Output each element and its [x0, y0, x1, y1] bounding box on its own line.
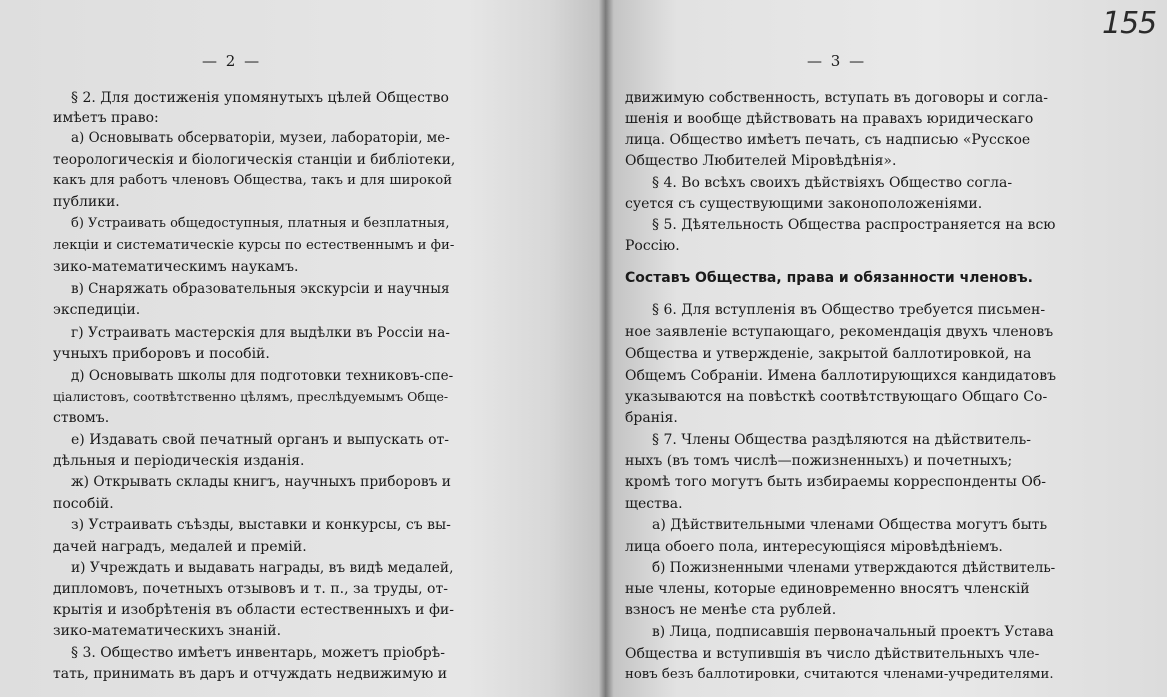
text-line: щества. — [625, 496, 683, 512]
page-number-right: — 3 — — [807, 52, 867, 70]
text-line: § 6. Для вступленія въ Общество требуется письмен- — [652, 302, 1046, 318]
text-line: публики. — [53, 194, 120, 210]
right-page — [600, 0, 1167, 697]
text-line: е) Издавать свой печатный органъ и выпускать от- — [71, 432, 449, 448]
text-line: теорологическія и біологическія станціи и библіотеки, — [53, 152, 456, 168]
text-line: Общества и вступившія въ число дѣйствительныхъ чле- — [625, 646, 1040, 662]
text-line: а) Основывать обсерваторіи, музеи, лабораторіи, ме- — [71, 130, 450, 146]
text-line: суется съ существующими законоположеніями. — [625, 196, 983, 212]
text-line: § 7. Члены Общества раздѣляются на дѣйствитель- — [652, 432, 1032, 448]
text-line: д) Основывать школы для подготовки техниковъ-спе- — [71, 368, 454, 384]
text-line: и) Учреждать и выдавать награды, въ видѣ медалей, — [71, 560, 454, 576]
text-line: дѣльныя и періодическія изданія. — [53, 453, 305, 469]
text-line: взносъ не менѣе ста рублей. — [625, 602, 837, 618]
text-line: бранія. — [625, 410, 678, 426]
page-number-left: — 2 — — [202, 52, 262, 70]
text-line: ствомъ. — [53, 410, 110, 426]
text-line: учныхъ приборовъ и пособій. — [53, 346, 270, 362]
text-line: дипломовъ, почетныхъ отзывовъ и т. п., за труды, от- — [53, 581, 448, 597]
text-line: б) Пожизненными членами утверждаются дѣйствитель- — [652, 560, 1056, 576]
text-line: Общемъ Собраніи. Имена баллотирующихся кандидатовъ — [625, 368, 1057, 384]
text-line: движимую собственность, вступать въ договоры и согла- — [625, 90, 1048, 106]
text-line: лекціи и систематическіе курсы по естественнымъ и фи- — [53, 238, 455, 253]
text-line: ное заявленіе вступающаго, рекомендація двухъ членовъ — [625, 324, 1054, 340]
text-line: Общества и утвержденіе, закрытой баллотировкой, на — [625, 346, 1032, 362]
text-line: лица. Общество имѣетъ печать, съ надписью «Русское — [625, 132, 1031, 148]
text-line: ные члены, которые единовременно вносятъ членскій — [625, 581, 1030, 597]
text-line: пособій. — [53, 496, 114, 512]
text-line: имѣетъ право: — [53, 110, 159, 126]
text-line: в) Лица, подписавшія первоначальный проектъ Устава — [652, 624, 1054, 640]
text-line: шенія и вообще дѣйствовать на правахъ юридическаго — [625, 111, 1034, 127]
text-line: дачей наградъ, медалей и премій. — [53, 539, 307, 555]
text-line: ж) Открывать склады книгъ, научныхъ приборовъ и — [71, 474, 451, 490]
handwritten-page-number: 155 — [1102, 6, 1157, 41]
text-line: зико-математическихъ знаній. — [53, 623, 282, 639]
text-line: кромѣ того могутъ быть избираемы корреспонденты Об- — [625, 474, 1047, 490]
text-line: г) Устраивать мастерскія для выдѣлки въ Россіи на- — [71, 325, 450, 341]
text-line: ціалистовъ, соотвѣтственно цѣлямъ, преслѣдуемымъ Обще- — [53, 389, 449, 404]
text-line: Россію. — [625, 238, 680, 254]
text-line: зико-математическимъ наукамъ. — [53, 259, 299, 275]
text-line: з) Устраивать съѣзды, выставки и конкурсы, съ вы- — [71, 517, 451, 533]
text-line: в) Снаряжать образовательныя экскурсіи и научныя — [71, 281, 450, 297]
text-line: Общество Любителей Міровѣдѣнія». — [625, 153, 897, 169]
text-line: лица обоего пола, интересующіяся міровѣдѣніемъ. — [625, 539, 1003, 555]
text-line: § 2. Для достиженія упомянутыхъ цѣлей Общество — [71, 90, 449, 106]
text-line: а) Дѣйствительными членами Общества могутъ быть — [652, 517, 1048, 533]
text-line: указываются на повѣсткѣ соотвѣтствующаго Общаго Со- — [625, 389, 1048, 405]
text-line: § 4. Во всѣхъ своихъ дѣйствіяхъ Общество согла- — [652, 175, 1013, 191]
text-line: § 5. Дѣятельность Общества распространяется на всю — [652, 217, 1056, 233]
text-line: § 3. Общество имѣетъ инвентарь, можетъ пріобрѣ- — [71, 645, 445, 661]
text-line: ныхъ (въ томъ числѣ—пожизненныхъ) и почетныхъ; — [625, 453, 1013, 469]
text-line: экспедиціи. — [53, 302, 141, 318]
text-line: новъ безъ баллотировки, считаются членами-учредителями. — [625, 667, 1054, 682]
text-line: крытія и изобрѣтенія въ области естественныхъ и фи- — [53, 602, 454, 618]
section-heading: Составъ Общества, права и обязанности членовъ. — [625, 270, 1033, 286]
text-line: б) Устраивать общедоступныя, платныя и безплатныя, — [71, 216, 450, 231]
text-line: тать, принимать въ даръ и отчуждать недвижимую и — [53, 666, 448, 682]
text-line: какъ для работъ членовъ Общества, такъ и для широкой — [53, 173, 453, 188]
